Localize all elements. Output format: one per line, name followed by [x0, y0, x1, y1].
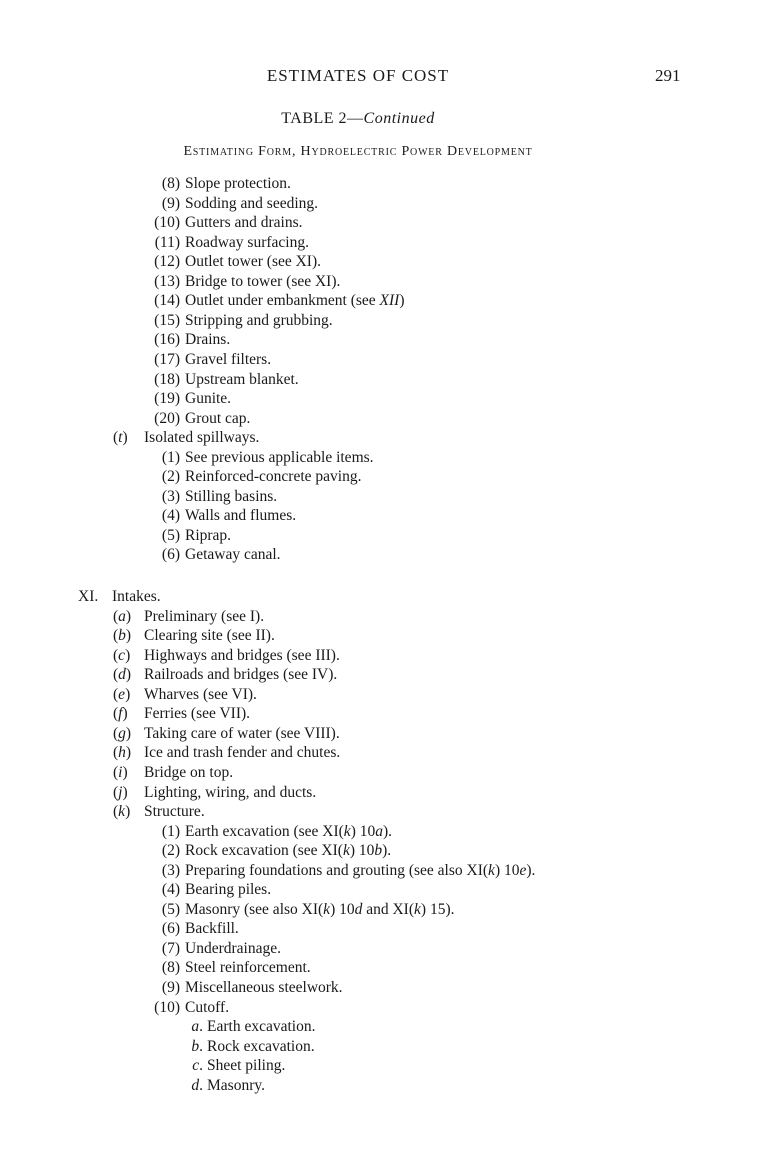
- cutoff-item-text: Masonry.: [207, 1076, 265, 1094]
- structure-item-marker: (5): [161, 900, 180, 918]
- x-item-marker: (20): [154, 409, 180, 427]
- structure-item: [140, 900, 455, 920]
- xi-item-marker: (a): [113, 607, 132, 625]
- cutoff-item-text: Rock excavation.: [207, 1037, 315, 1055]
- xi-item-text: Railroads and bridges (see IV).: [144, 666, 338, 684]
- spillway-item-text: See previous applicable items.: [185, 448, 374, 466]
- x-item-text: Upstream blanket.: [185, 370, 299, 388]
- xi-item: [113, 783, 317, 803]
- spillway-item-text: Stilling basins.: [185, 487, 278, 505]
- xi-item-marker: (g): [113, 724, 132, 742]
- cutoff-item: [185, 1056, 286, 1076]
- x-item: [140, 291, 405, 311]
- xi-item-marker: (j): [113, 783, 128, 801]
- structure-item-text: Miscellaneous steelwork.: [185, 979, 343, 996]
- spillway-item-text: Getaway canal.: [185, 546, 281, 564]
- x-item: [140, 233, 309, 253]
- xi-item-marker: (f): [113, 705, 128, 723]
- cutoff-item: [185, 1037, 315, 1057]
- structure-item: [140, 841, 392, 861]
- structure-item-text: Steel reinforcement.: [185, 959, 311, 977]
- xi-item: [113, 685, 257, 705]
- x-item-text: Gunite.: [185, 390, 232, 408]
- x-item-text: Gravel filters.: [185, 350, 272, 368]
- x-item: [140, 194, 319, 214]
- cutoff-item-marker: a.: [191, 1018, 203, 1036]
- xi-item: [113, 704, 251, 724]
- xi-item: [113, 607, 265, 627]
- x-item-marker: (17): [154, 350, 180, 368]
- cutoff-item-marker: c.: [192, 1057, 203, 1075]
- table-title-prefix: TABLE 2—: [281, 110, 364, 127]
- x-item: [140, 213, 303, 233]
- spillway-item-marker: (2): [161, 468, 180, 486]
- spillway-item: [140, 526, 232, 546]
- cutoff-item-text: Earth excavation.: [207, 1018, 316, 1036]
- structure-item: [140, 958, 311, 978]
- structure-item-marker: (9): [161, 979, 180, 996]
- structure-item: [140, 880, 272, 900]
- xi-item: [113, 724, 340, 744]
- xi-item-text: Structure.: [144, 803, 205, 821]
- x-item-text: Sodding and seeding.: [185, 194, 319, 212]
- x-item: [140, 409, 251, 429]
- running-title: ESTIMATES OF COST: [266, 66, 450, 85]
- xi-item-text: Wharves (see VI).: [144, 685, 257, 703]
- spillway-item: [140, 506, 297, 526]
- spillway-item-marker: (3): [161, 487, 180, 505]
- cutoff-item-text: Sheet piling.: [207, 1057, 286, 1075]
- x-item-text: Gutters and drains.: [185, 214, 303, 232]
- spillway-item-marker: (6): [161, 546, 180, 564]
- structure-item: [140, 939, 281, 959]
- x-item: [140, 272, 341, 292]
- table-title-continued: Continued: [363, 110, 435, 127]
- x-item-text: Drains.: [185, 331, 231, 349]
- x-item-marker: (11): [154, 233, 180, 251]
- xi-item-marker: (b): [113, 627, 132, 645]
- section-xi: [78, 587, 161, 607]
- structure-item-marker: (4): [161, 881, 180, 899]
- structure-item-marker: (1): [161, 822, 180, 840]
- xi-item-marker: (e): [113, 685, 131, 703]
- x-item-marker: (12): [154, 253, 180, 271]
- structure-item-text: Cutoff.: [185, 998, 230, 1016]
- x-item-marker: (18): [154, 370, 180, 388]
- structure-item: [140, 998, 230, 1018]
- xi-item: [113, 665, 338, 685]
- xi-item-text: Bridge on top.: [144, 763, 234, 781]
- xi-item-text: Highways and bridges (see III).: [144, 646, 340, 664]
- structure-item-marker: (7): [161, 939, 180, 957]
- spillway-item-marker: (1): [161, 448, 180, 466]
- structure-item-marker: (2): [161, 842, 180, 860]
- xi-item: [113, 743, 341, 763]
- x-item-text: Outlet under embankment (see XII): [185, 292, 405, 310]
- spillway-item-marker: (4): [161, 507, 180, 525]
- structure-item-marker: (6): [161, 920, 180, 938]
- xi-item: [113, 802, 205, 822]
- structure-item-text: Underdrainage.: [185, 939, 281, 957]
- xi-item-marker: (c): [113, 646, 131, 664]
- x-item-text: Bridge to tower (see XI).: [185, 272, 341, 290]
- x-item: [140, 389, 232, 409]
- x-item: [140, 370, 299, 390]
- x-item-marker: (14): [154, 292, 180, 310]
- x-item-text: Stripping and grubbing.: [185, 311, 333, 329]
- xi-item-text: Ice and trash fender and chutes.: [144, 744, 341, 762]
- cutoff-item: [185, 1017, 316, 1037]
- spillway-item-text: Walls and flumes.: [185, 507, 297, 525]
- x-item: [140, 350, 272, 370]
- structure-item-text: Bearing piles.: [185, 881, 272, 899]
- x-item-text: Grout cap.: [185, 409, 251, 427]
- x-item: [140, 311, 333, 331]
- cutoff-item-marker: d.: [191, 1076, 203, 1094]
- structure-item-text: Rock excavation (see XI(k) 10b).: [185, 842, 392, 860]
- xi-item: [113, 763, 234, 783]
- x-item-marker: (13): [154, 272, 180, 290]
- x-item-marker: (9): [161, 194, 180, 212]
- structure-item: [140, 861, 536, 881]
- table-title: [0, 110, 716, 128]
- xi-item-text: Ferries (see VII).: [144, 705, 251, 723]
- xi-item-text: Preliminary (see I).: [144, 607, 265, 625]
- x-item-text: Outlet tower (see XI).: [185, 253, 322, 271]
- x-item-marker: (16): [154, 331, 180, 349]
- spillway-item: [140, 467, 362, 487]
- x-item-marker: (10): [154, 214, 180, 232]
- structure-item-marker: (10): [154, 998, 180, 1016]
- spillway-item: [140, 545, 281, 565]
- x-item-marker: (8): [161, 175, 180, 192]
- form-title: Estimating Form, Hydroelectric Power Development: [183, 144, 533, 159]
- xi-item-text: Clearing site (see II).: [144, 627, 275, 645]
- x-item: [140, 174, 291, 194]
- xi-item-text: Lighting, wiring, and ducts.: [144, 783, 317, 801]
- structure-item-text: Backfill.: [185, 920, 239, 938]
- structure-item-text: Masonry (see also XI(k) 10d and XI(k) 15).: [185, 900, 455, 918]
- x-item-marker: (15): [154, 311, 180, 329]
- x-item-text: Roadway surfacing.: [185, 233, 309, 251]
- xi-item-marker: (d): [113, 666, 132, 684]
- spillway-item-marker: (5): [161, 526, 180, 544]
- spillway-item: [140, 448, 374, 468]
- spillway-item: [140, 487, 278, 507]
- structure-item: [140, 822, 393, 842]
- xi-item: [113, 626, 275, 646]
- cutoff-item-marker: b.: [191, 1037, 203, 1055]
- section-xi-marker: XI.: [78, 588, 99, 605]
- cutoff-item: [185, 1076, 265, 1096]
- section-xi-text: Intakes.: [112, 588, 161, 605]
- structure-item-text: Preparing foundations and grouting (see also XI(k) 10e).: [185, 861, 536, 879]
- x-item-text: Slope protection.: [185, 175, 291, 192]
- x-item: [140, 252, 322, 272]
- x-item: [140, 330, 231, 350]
- page-number: 291: [655, 66, 681, 85]
- xi-item-text: Taking care of water (see VIII).: [144, 724, 340, 742]
- isolated-spillways-text: Isolated spillways.: [144, 429, 260, 447]
- structure-item-marker: (8): [161, 959, 180, 977]
- isolated-spillways: [113, 428, 260, 448]
- structure-item-text: Earth excavation (see XI(k) 10a).: [185, 822, 393, 840]
- xi-item-marker: (h): [113, 744, 132, 762]
- x-item-marker: (19): [154, 390, 180, 408]
- spillway-item-text: Riprap.: [185, 526, 232, 544]
- isolated-spillways-marker: (t): [113, 429, 128, 447]
- structure-item: [140, 919, 239, 939]
- structure-item: [140, 978, 343, 998]
- spillway-item-text: Reinforced-concrete paving.: [185, 468, 362, 486]
- xi-item: [113, 646, 340, 666]
- xi-item-marker: (k): [113, 803, 131, 821]
- structure-item-marker: (3): [161, 861, 180, 879]
- xi-item-marker: (i): [113, 763, 128, 781]
